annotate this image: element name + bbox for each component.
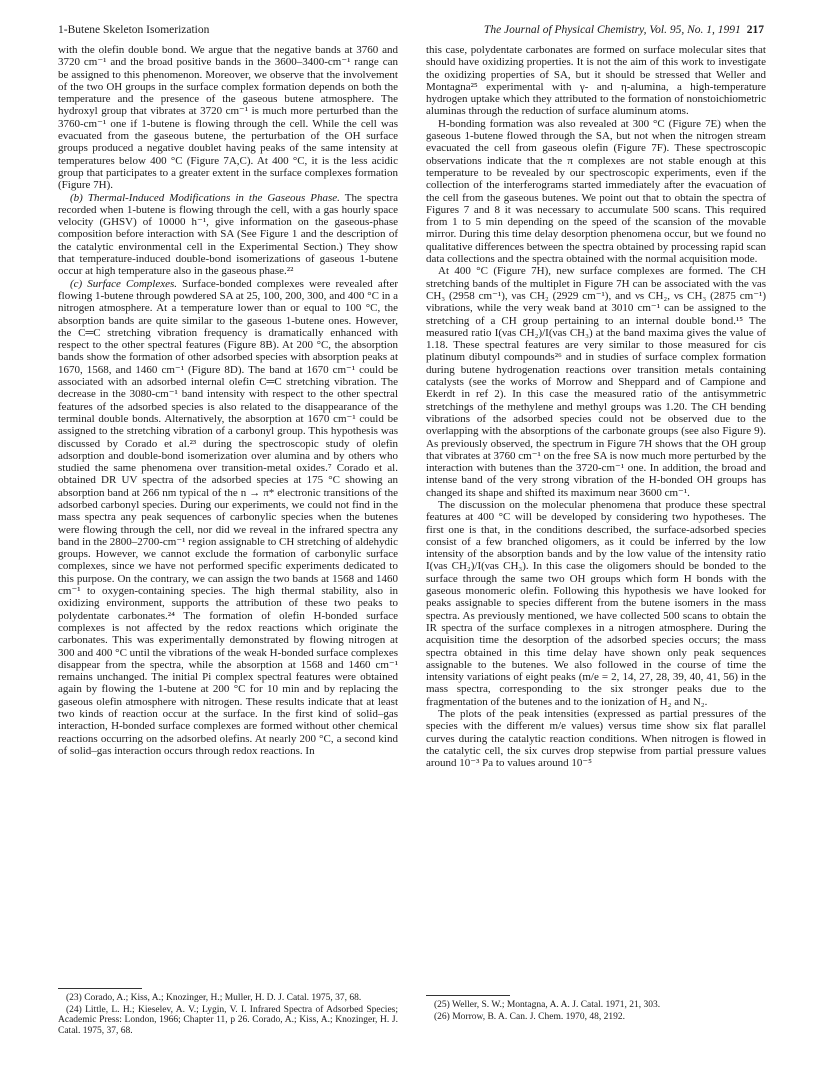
footnote: (24) Little, L. H.; Kieselev, A. V.; Lygin, V. I. Infrared Spectra of Adsorbed Species; Academic Press: London, 1966; Chapter 11, p 26. Corado, A.; Kiss, A.; Knozinger, H. J. Catal. 1975, 37, 68. bbox=[58, 1004, 398, 1036]
paragraph-text: with the olefin double bond. We argue that the negative bands at 3760 and 3720 cm⁻¹ and the broad positive bands in the 3600–3400-cm⁻¹ range can be assigned to this phenomenon. Moreover, we observe that the involvement of the two OH groups in the surface complex formation depends on both the temperature and the presence of the gaseous butene atmosphere. The hydroxyl group that vibrates at 3720 cm⁻¹ is much more perturbed than the 3760-cm⁻¹ one if 1-butene is flowing through the cell. While the cell was evacuated from the gaseous butene, the perturbation of the OH surface groups produced a negative doublet having peaks of the same intensity at temperatures below 400 °C (Figure 7A,C). At 400 °C, it is the less acidic group that participates to a greater extent in the surface complexes formation (Figure 7H). bbox=[58, 44, 398, 192]
section-heading: (b) Thermal-Induced Modifications in the Gaseous Phase. bbox=[70, 191, 340, 204]
footnote: (23) Corado, A.; Kiss, A.; Knozinger, H.; Muller, H. D. J. Catal. 1975, 37, 68. bbox=[66, 993, 362, 1003]
body-paragraph bbox=[426, 44, 766, 118]
running-title: 1-Butene Skeleton Isomerization bbox=[58, 24, 210, 36]
body-paragraph bbox=[426, 118, 766, 266]
page-number: 217 bbox=[746, 24, 764, 36]
journal-name: The Journal of Physical Chemistry, Vol. 95, No. 1, 1991 bbox=[483, 24, 741, 36]
footnote-rule-right bbox=[426, 995, 510, 996]
section-heading: (c) Surface Complexes. bbox=[70, 277, 178, 290]
paragraph-text: this case, polydentate carbonates are formed on surface molecular sites that should have oxidizing properties. It is not the aim of this work to investigate the oxidizing properties of SA, but it should be stressed that Weller and Montagna²⁵ experimental with γ- and η-alumina, a high-temperature hydrogen uptake which they attributed to the formation of nonstoichiometric aluminas through the reduction of surface aluminum atoms. bbox=[426, 44, 766, 118]
footnote: (26) Morrow, B. A. Can. J. Chem. 1970, 48, 2192. bbox=[434, 1011, 625, 1022]
paragraph-text: H-bonding formation was also revealed at 300 °C (Figure 7E) when the gaseous 1-butene flowed through the SA, but not when the nitrogen stream evacuated the cell from gaseous olefin (Figure 7F). These spectroscopic observations indicate that the π complexes are not stable enough at this temperature to be revealed by our spectroscopic experiments, even if the collection of the interferograms started immediately after the evacuation of the cell from the gaseous butenes. We point out that to obtain the spectra of Figures 7 and 8 it was necessary to accumulate 500 scans. This required from 1 to 5 min depending on the speed of the scansion of the movable mirror. During this time delay desorption phenomena occur, but we found no qualitative differences between the spectra obtained by processing rapid scan data collections and the spectra obtained with the normal acquisition mode. bbox=[426, 117, 766, 266]
paragraph-text: At 400 °C (Figure 7H), new surface complexes are formed. The CH stretching bands of the multiplet in Figure 7H can be associated with the νas CH₃ (2958 cm⁻¹), νas CH₂ (2929 cm⁻¹), and νs CH₂, νs CH₃ (2875 cm⁻¹) vibrations, while the very weak band at 3010 cm⁻¹ can be assigned to the stretching of a CH group pertaining to an internal double bond.¹⁵ The measured ratio I(νas CH₂)/I(νas CH₃) at the band maxima gives the value of 1.18. These spectral features are very similar to those measured for cis platinum dibutyl compounds²⁶ and in studies of surface complex formation during butene hydrogenation reactions over transition metals containing catalysts (see the works of Morrow and Sheppard and of Campione and Ekerdt in ref 2). In this case the measured ratio of the antisymmetric stretchings of the methylene and methyl groups was 1.20. The CH bending vibrations of the adsorbed species could not be observed due to the overlapping with the absorptions of the carbonate groups (see also Figure 9). As previously observed, the spectrum in Figure 7H shows that the OH group that vibrates at 3760 cm⁻¹ on the free SA is now much more perturbed by the interaction with butenes than the 3720-cm⁻¹ one. In addition, the broad and intense band of the very strong vibration of the H-bonded OH groups has changed its shape and shifted its maximum near 3600 cm⁻¹. bbox=[426, 265, 766, 499]
paragraph-text: The spectra recorded when 1-butene is flowing through the cell, with a gas hourly space velocity (GHSV) of 10000 h⁻¹, give information on the gaseous-phase composition before interaction with SA (See Figure 1 and the description of the catalytic environmental cell in the Experimental Section.) They show that temperature-induced double-bond isomerizations of gaseous 1-butene occur at high temperature also in the gaseous phase.²² bbox=[58, 191, 398, 278]
running-header bbox=[58, 24, 764, 40]
left-column bbox=[58, 44, 398, 757]
paragraph-text: The plots of the peak intensities (expressed as partial pressures of the species with the different m/e values) versus time show six flat parallel curves during the catalytic reaction conditions. When nitrogen is flowed in the catalytic cell, the six curves drop stepwise from partial pressure values around 10⁻³ Pa to values around 10⁻⁵ bbox=[426, 708, 766, 770]
paragraph-text: The discussion on the molecular phenomena that produce these spectral features at 400 °C will be developed by considering two hypotheses. The first one is that, in the conditions described, the surface-adsorbed species consist of a few branched oligomers, as it could be inferred by the low intensity of the absorption bands and by the low value of the intensity ratio I(νas CH₂)/I(νas CH₃). In this case the oligomers should be bonded to the surface through the same two OH groups which form H bonds with the gaseous monomeric olefin. Following this hypothesis we have looked for peaks assignable to species different from the butene isomers in the mass spectra. As previously mentioned, we have collected 500 scans to obtain the IR spectra of the surface complexes in a nitrogen atmosphere. During the acquisition time the desorption of the adsorbed species occurs; the mass spectra obtained in this time delay have shown only peak sequences assignable to the butenes. We also followed in the course of time the intensity variations of eight peaks (m/e = 2, 14, 27, 28, 39, 40, 41, 56) in the mass spectra, corresponding to the six stronger peaks due to the fragmentation of the butenes and to the ionization of H₂ and N₂. bbox=[426, 498, 766, 708]
body-paragraph bbox=[58, 278, 398, 758]
footnotes-right bbox=[426, 1000, 766, 1023]
footnotes-left bbox=[58, 993, 398, 1037]
body-paragraph bbox=[426, 265, 766, 499]
right-column bbox=[426, 44, 766, 770]
body-paragraph bbox=[426, 708, 766, 769]
journal-citation bbox=[484, 24, 764, 36]
body-paragraph bbox=[426, 499, 766, 708]
paragraph-text: Surface-bonded complexes were revealed after flowing 1-butene through powdered SA at 25, 100, 200, 300, and 400 °C in a nitrogen atmosphere. At a temperature lower than or equal to 100 °C, the absorption bands are quite similar to the gaseous 1-butene ones. However, the C═C stretching vibration frequency is dramatically enhanced with respect to the other spectral features (Figure 8B). At 200 °C, the absorption bands show the formation of other adsorbed species with absorption peaks at 1670, 1568, and 1460 cm⁻¹ (Figure 8D). The band at 1670 cm⁻¹ could be associated with an adsorbed internal olefin C═C stretching vibration. The decrease in the 3080-cm⁻¹ band intensity with respect to the other spectral features of the adsorbed species is also related to the disappearance of the terminal double bonds. Alternatively, the absorption at 1670 cm⁻¹ could be assigned to the stretching vibration of a carbonyl group. This hypothesis was discussed by Corado et al.²³ during the spectroscopic study of olefin adsorption and double-bond isomerization over alumina and by others who studied the same phenomena over transition-metal oxides.⁷ Corado et al. obtained DR UV spectra of the adsorbed species at 175 °C showing an absorption band at 266 nm typical of the n → π* electronic transitions of the adsorbed carbonyl species. During our experiments, we could not find in the mass spectra any peak sequences of carbonylic species when the butenes were flowing through the cell, nor did we reveal in the infrared spectra any band in the 2800–2700-cm⁻¹ region assignable to CH stretching of aldehydic groups. However, we cannot exclude the formation of carbonylic surface complexes, since we have not performed specific experiments dedicated to this purpose. On the contrary, we can assign the two bands at 1568 and 1460 cm⁻¹ to oxygen-containing species. The high thermal stability, also in oxidizing environment, supports the attribution of these two peaks to polydentate carbonates.²⁴ The formation of olefin H-bonded surface complexes is not affected by the redox reactions which originate the carbonates. This was experimentally demonstrated by flowing nitrogen at 300 and 400 °C until the vibrations of the weak H-bonded surface complexes disappear from the spectra, while the absorption at 1568 and 1460 cm⁻¹ remains unchanged. The initial Pi complex spectral features were obtained again by flowing the 1-butene at 200 °C for 10 min and by replacing the gaseous olefin atmosphere with nitrogen. These results indicate that at least two kinds of reaction occur at the surface. In the first kind of solid–gas interaction, H-bonded surface complexes are formed without other chemical reactions occurring on the adsorbed olefins. At nearly 200 °C, a second kind of solid–gas interaction occurs through redox reactions. In bbox=[58, 277, 398, 757]
body-paragraph bbox=[58, 192, 398, 278]
footnote: (25) Weller, S. W.; Montagna, A. A. J. Catal. 1971, 21, 303. bbox=[434, 1000, 661, 1010]
body-paragraph bbox=[58, 44, 398, 192]
footnote-rule-left bbox=[58, 988, 142, 989]
